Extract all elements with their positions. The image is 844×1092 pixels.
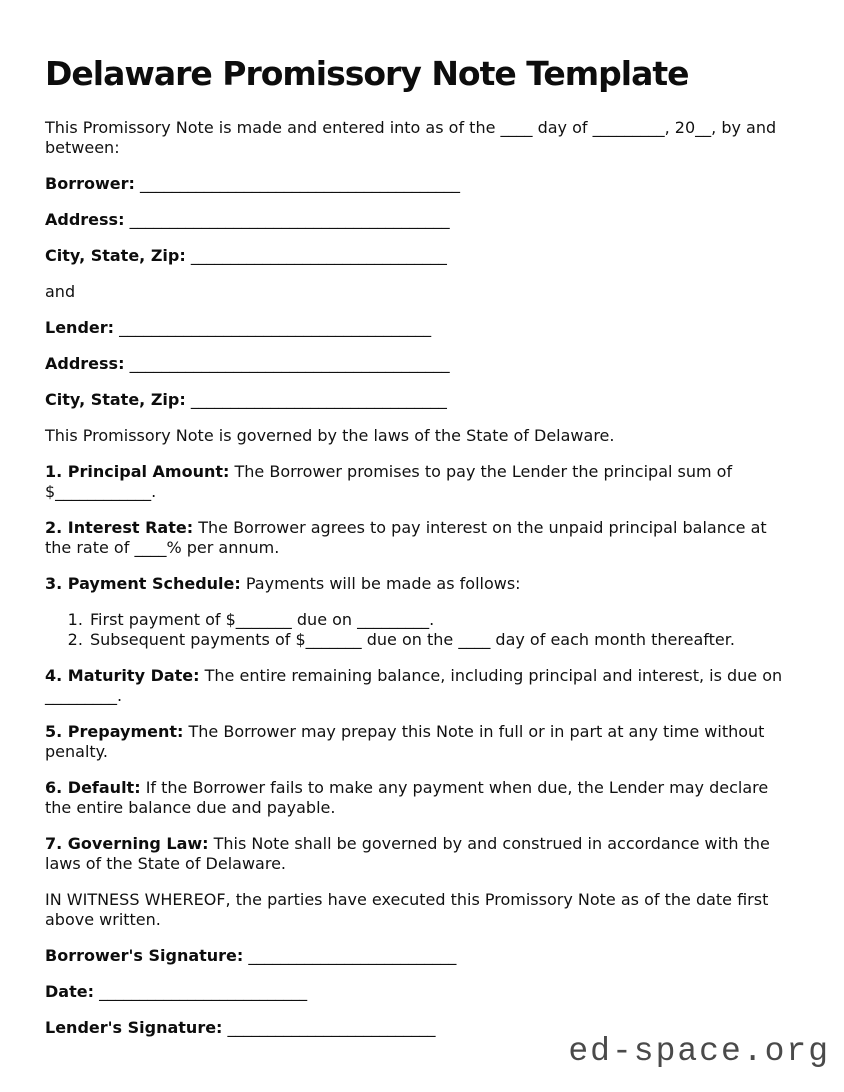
section-governing-law-body: This Note shall be governed by and construed in accordance with the laws of the State of Delaware. (45, 833, 770, 873)
section-payment-schedule-label: 3. Payment Schedule: (45, 573, 241, 593)
section-prepayment-body: The Borrower may prepay this Note in full or in part at any time without penalty. (45, 721, 765, 761)
intro-paragraph: This Promissory Note is made and entered into as of the ____ day of _________, 20__, by and between: (45, 117, 777, 157)
borrower-signature-label: Borrower's Signature: (45, 945, 244, 965)
watermark-ed-space: ed-space.org (568, 1033, 830, 1070)
section-default-body: If the Borrower fails to make any payment when due, the Lender may declare the entire balance due and payable. (45, 777, 769, 817)
date-line (45, 982, 797, 1002)
section-governing-law (45, 834, 797, 874)
section-payment-schedule (45, 574, 797, 594)
payment-schedule-item-first: 1. First payment of $_______ due on _________. (88, 610, 797, 630)
borrower-address-blank: ________________________________________ (129, 209, 450, 229)
payment-schedule-item-subsequent: 2. Subsequent payments of $_______ due on the ____ day of each month thereafter. (88, 630, 797, 650)
borrower-city-state-zip-blank: ________________________________ (190, 245, 447, 265)
borrower-city-state-zip-line (45, 246, 797, 266)
section-prepayment-label: 5. Prepayment: (45, 721, 184, 741)
lender-address-line (45, 354, 797, 374)
section-interest-rate (45, 518, 797, 558)
lender-name-line (45, 318, 797, 338)
borrower-signature-line (45, 946, 797, 966)
date-label: Date: (45, 981, 94, 1001)
borrower-name-blank: ________________________________________ (139, 173, 460, 193)
borrower-name-label: Borrower: (45, 173, 135, 193)
borrower-city-state-zip-label: City, State, Zip: (45, 245, 186, 265)
section-prepayment (45, 722, 797, 762)
lender-signature-blank: __________________________ (227, 1017, 436, 1037)
lender-city-state-zip-blank: ________________________________ (190, 389, 447, 409)
section-maturity-date (45, 666, 797, 706)
lender-name-blank: _______________________________________ (119, 317, 432, 337)
lender-city-state-zip-label: City, State, Zip: (45, 389, 186, 409)
section-payment-schedule-body: Payments will be made as follows: (245, 573, 521, 593)
section-governing-law-label: 7. Governing Law: (45, 833, 209, 853)
borrower-address-label: Address: (45, 209, 125, 229)
section-principal-amount (45, 462, 797, 502)
lender-address-blank: ________________________________________ (129, 353, 450, 373)
section-default (45, 778, 797, 818)
borrower-name-line (45, 174, 797, 194)
section-maturity-date-body: The entire remaining balance, including principal and interest, is due on _________. (45, 665, 783, 705)
governing-statement: This Promissory Note is governed by the laws of the State of Delaware. (45, 425, 615, 445)
connector-text: and (45, 281, 76, 301)
section-maturity-date-label: 4. Maturity Date: (45, 665, 200, 685)
borrower-address-line (45, 210, 797, 230)
lender-city-state-zip-line (45, 390, 797, 410)
lender-name-label: Lender: (45, 317, 115, 337)
section-interest-rate-label: 2. Interest Rate: (45, 517, 194, 537)
borrower-signature-blank: __________________________ (248, 945, 457, 965)
lender-address-label: Address: (45, 353, 125, 373)
section-default-label: 6. Default: (45, 777, 141, 797)
date-blank: __________________________ (99, 981, 308, 1001)
section-principal-amount-label: 1. Principal Amount: (45, 461, 230, 481)
section-interest-rate-body: The Borrower agrees to pay interest on the unpaid principal balance at the rate of ____% per annum. (45, 517, 767, 557)
witness-clause: IN WITNESS WHEREOF, the parties have executed this Promissory Note as of the date first above written. (45, 889, 769, 929)
lender-signature-label: Lender's Signature: (45, 1017, 223, 1037)
document-title: Delaware Promissory Note Template (45, 54, 689, 93)
payment-schedule-list (45, 610, 797, 650)
section-principal-amount-body: The Borrower promises to pay the Lender the principal sum of $____________. (45, 461, 733, 501)
